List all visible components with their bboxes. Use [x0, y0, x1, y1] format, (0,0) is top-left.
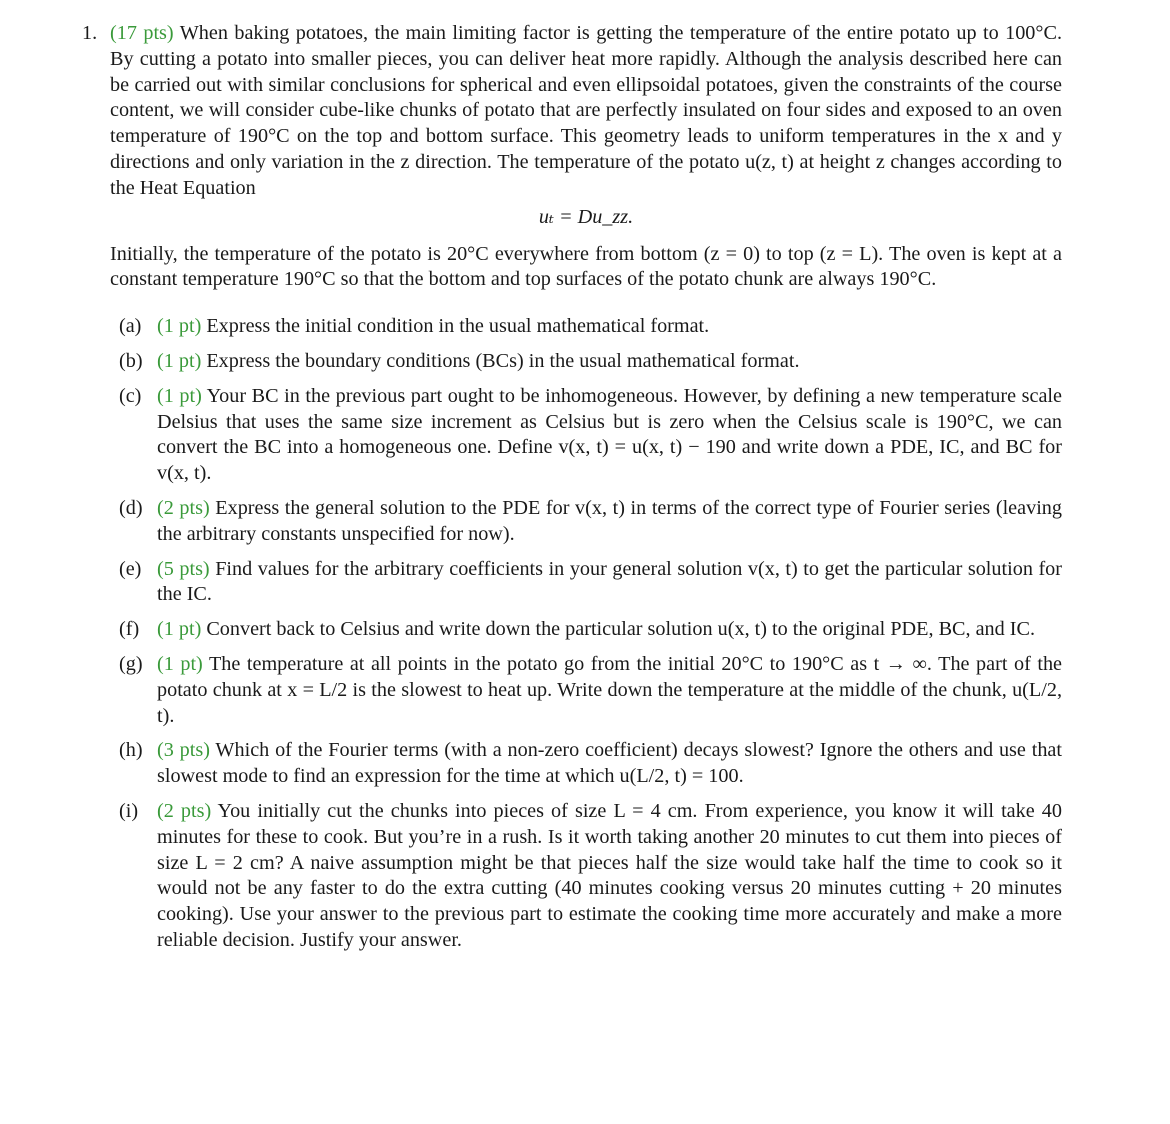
- part-text: You initially cut the chunks into pieces of size L = 4 cm. From experience, you know it will take 40 minutes for these to cook. But you’re in a rush. Is it worth taking another 20 minutes to cut them into pieces of size L = 2 cm? A naive assumption might be that pieces half the size would take half the time to cook so it would not be any faster to do the extra cutting (40 minutes cooking versus 20 minutes cutting + 20 minutes cooking). Use your answer to the previous part to estimate the cooking time more accurately and make a more reliable decision. Justify your answer.: [157, 799, 1062, 951]
- part-c: [119, 384, 1062, 487]
- part-label: (g): [119, 652, 143, 675]
- part-text: Express the initial condition in the usual mathematical format.: [201, 315, 710, 338]
- part-text: The temperature at all points in the potato go from the initial 20°C to 190°C as t → ∞. The part of the potato chunk at x = L/2 is the slowest to heat up. Write down the temperature at the middle of the chunk, u(L/2, t).: [157, 652, 1062, 727]
- part-label: (e): [119, 557, 142, 580]
- part-points: (1 pt): [157, 315, 202, 338]
- part-g: [119, 652, 1062, 729]
- part-label: (d): [119, 496, 143, 519]
- initial-conditions-text: Initially, the temperature of the potato is 20°C everywhere from bottom (z = 0) to top (z = L). The oven is kept at a constant temperature 190°C so that the bottom and top surfaces of the potato chunk are always 190°C.: [110, 242, 1062, 291]
- problem-number: 1.: [82, 22, 98, 44]
- part-i: [119, 799, 1062, 954]
- part-points: (5 pts): [157, 557, 210, 580]
- part-e: [119, 557, 1062, 609]
- part-points: (1 pt): [157, 652, 203, 675]
- part-points: (1 pt): [157, 349, 202, 372]
- part-text: Your BC in the previous part ought to be inhomogeneous. However, by defining a new temperature scale Delsius that uses the same size increment as Celsius but is zero when the Celsius scale is 190°C, we can convert the BC into a homogeneous one. Define v(x, t) = u(x, t) − 190 and write down a PDE, IC, and BC for v(x, t).: [157, 384, 1062, 485]
- part-label: (c): [119, 384, 142, 407]
- problem-intro: [110, 21, 1062, 202]
- part-label: (i): [119, 799, 139, 822]
- part-text: Find values for the arbitrary coefficients in your general solution v(x, t) to get the particular solution for the IC.: [157, 557, 1062, 606]
- heat-equation: uₜ = Du_zz.: [538, 205, 634, 228]
- part-text: Express the general solution to the PDE for v(x, t) in terms of the correct type of Fourier series (leaving the arbitrary constants unspecified for now).: [157, 496, 1062, 545]
- part-d: [119, 496, 1062, 548]
- part-label: (h): [119, 739, 143, 762]
- part-points: (1 pt): [157, 384, 202, 407]
- part-points: (3 pts): [157, 739, 210, 762]
- part-text: Convert back to Celsius and write down the particular solution u(x, t) to the original PDE, BC, and IC.: [201, 618, 1036, 641]
- part-a: [119, 314, 1062, 340]
- part-label: (b): [119, 349, 143, 372]
- part-points: (2 pts): [157, 799, 212, 822]
- problem-1: [82, 21, 1062, 963]
- problem-points: (17 pts): [110, 22, 174, 44]
- part-points: (2 pts): [157, 496, 210, 519]
- part-label: (a): [119, 315, 142, 338]
- problem-intro-text: When baking potatoes, the main limiting factor is getting the temperature of the entire potato up to 100°C. By cutting a potato into smaller pieces, you can deliver heat more rapidly. Although the analysis described here can be carried out with similar conclusions for spherical and even ellipsoidal potatoes, given the constraints of the course content, we will consider cube-like chunks of potato that are perfectly insulated on four sides and exposed to an oven temperature of 190°C on the top and bottom surface. This geometry leads to uniform temperatures in the x and y directions and only variation in the z direction. The temperature of the potato u(z, t) at height z changes according to the Heat Equation: [110, 22, 1062, 199]
- part-text: Which of the Fourier terms (with a non-zero coefficient) decays slowest? Ignore the others and use that slowest mode to find an expression for the time at which u(L/2, t) = 100.: [157, 739, 1062, 788]
- part-h: [119, 738, 1062, 790]
- part-f: [119, 617, 1062, 643]
- part-points: (1 pt): [157, 618, 202, 641]
- part-text: Express the boundary conditions (BCs) in the usual mathematical format.: [201, 349, 800, 372]
- part-b: [119, 349, 1062, 375]
- part-label: (f): [119, 618, 140, 641]
